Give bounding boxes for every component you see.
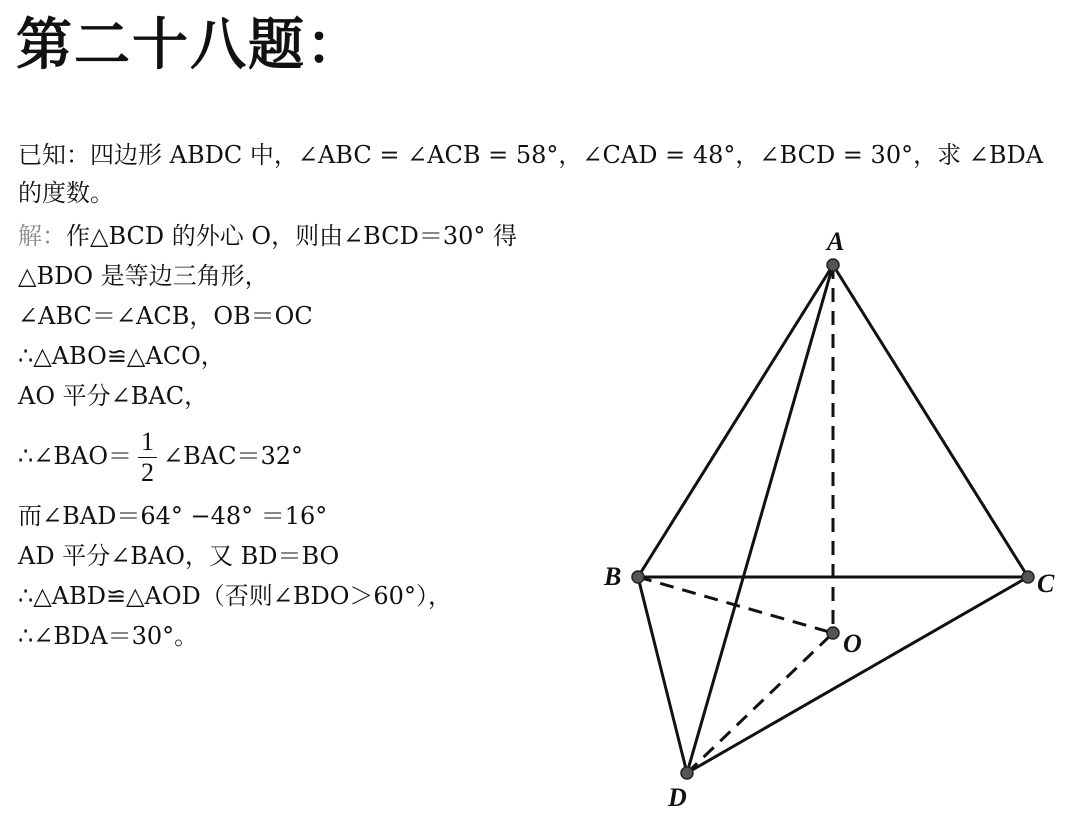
segment-ac	[833, 265, 1028, 577]
segment-bd	[638, 577, 687, 773]
solution-row-8: AD 平分∠BAO，又 BD＝BO	[18, 542, 340, 570]
vertex-label-c: C	[1037, 569, 1055, 598]
solution-row-6-suffix: ∠BAC＝32°	[163, 442, 304, 470]
solution-row-6	[18, 416, 588, 496]
fraction-one-half	[138, 427, 157, 488]
dashed-segment-bo	[638, 577, 833, 633]
solution-row-10: ∴∠BDA＝30°。	[18, 622, 199, 650]
solution-row-5: AO 平分∠BAC，	[18, 382, 209, 410]
solution-row-2: △BDO 是等边三角形，	[18, 262, 269, 290]
page-title: 第二十八题：	[16, 13, 364, 78]
point-c	[1022, 571, 1034, 583]
point-b	[632, 571, 644, 583]
solution-row-9: ∴△ABD≌△AOD（否则∠BDO＞60°），	[18, 582, 452, 610]
geometry-figure	[590, 220, 1070, 810]
vertex-label-b: B	[604, 562, 622, 591]
solution-row-7: 而∠BAD＝64° −48° ＝16°	[18, 502, 328, 530]
vertex-label-a: A	[827, 227, 845, 256]
solution-row-6-prefix: ∴∠BAO＝	[18, 442, 133, 470]
geometry-svg	[590, 220, 1070, 810]
solution-row-4: ∴△ABO≌△ACO，	[18, 342, 225, 370]
point-o	[827, 627, 839, 639]
problem-line-2: 的度数。	[18, 179, 114, 207]
problem-statement	[18, 136, 1068, 212]
solution-row-1	[18, 216, 588, 256]
problem-line-1: 已知：四边形 ABDC 中，∠ABC = ∠ACB = 58°，∠CAD = 48°，∠BCD = 30°，求 ∠BDA	[18, 141, 1044, 169]
segment-ab	[638, 265, 833, 577]
solution-row-3: ∠ABC＝∠ACB，OB＝OC	[18, 302, 313, 330]
solution-label: 解：	[18, 222, 66, 250]
point-d	[681, 767, 693, 779]
fraction-denominator: 2	[141, 458, 155, 487]
vertex-label-d: D	[668, 783, 687, 810]
fraction-numerator: 1	[138, 427, 157, 458]
vertex-label-o: O	[843, 629, 862, 658]
solution-block	[18, 216, 588, 656]
segment-ad	[687, 265, 833, 773]
solution-text-1: 作△BCD 的外心 O，则由∠BCD＝30° 得	[66, 222, 518, 250]
point-a	[827, 259, 839, 271]
